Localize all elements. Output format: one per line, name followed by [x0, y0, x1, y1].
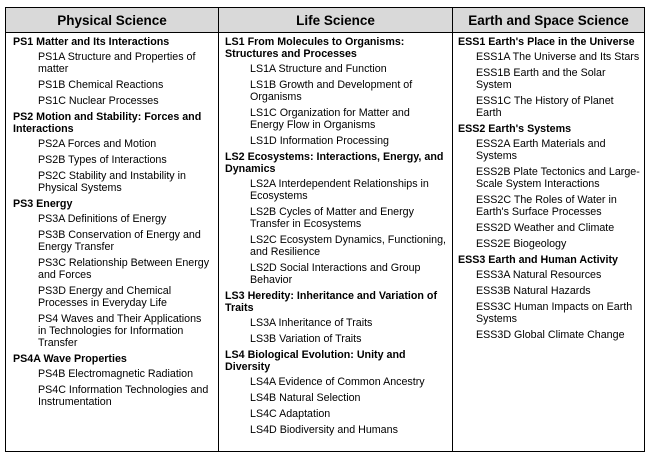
column-earth-space-science [453, 33, 644, 451]
subsection-item: ESS2A Earth Materials and Systems [476, 138, 606, 162]
subsection-item: PS4B Electromagnetic Radiation [38, 368, 194, 380]
subsection-item: LS2B Cycles of Matter and Energy Transfer in Ecosystems [250, 206, 414, 230]
subsection-item: ESS2B Plate Tectonics and Large-Scale System Interactions [476, 166, 640, 190]
section-heading: LS1 From Molecules to Organisms: Structures and Processes [225, 36, 405, 60]
subsection-item: LS2C Ecosystem Dynamics, Functioning, and Resilience [250, 234, 447, 258]
subsection-item: PS1B Chemical Reactions [38, 79, 164, 91]
section-heading: PS4A Wave Properties [13, 353, 127, 365]
subsection-item: ESS3A Natural Resources [476, 269, 602, 281]
subsection-item: PS2B Types of Interactions [38, 154, 167, 166]
subsection-item: PS3A Definitions of Energy [38, 213, 167, 225]
section-heading: PS3 Energy [13, 198, 73, 210]
section-heading: ESS1 Earth's Place in the Universe [458, 36, 635, 48]
subsection-item: LS1D Information Processing [250, 135, 390, 147]
section-heading: LS3 Heredity: Inheritance and Variation of Traits [225, 290, 438, 314]
subsection-item: PS3B Conservation of Energy and Energy Transfer [38, 229, 201, 253]
subsection-item: ESS3B Natural Hazards [476, 285, 591, 297]
subsection-item: LS3B Variation of Traits [250, 333, 362, 345]
subsection-item: PS3C Relationship Between Energy and Forces [38, 257, 210, 281]
subsection-item: ESS1C The History of Planet Earth [476, 95, 614, 119]
subsection-item: LS4C Adaptation [250, 408, 331, 420]
subsection-item: LS4B Natural Selection [250, 392, 361, 404]
subsection-item: LS4D Biodiversity and Humans [250, 424, 398, 436]
section-heading: LS2 Ecosystems: Interactions, Energy, and Dynamics [225, 151, 444, 175]
subsection-item: ESS3C Human Impacts on Earth Systems [476, 301, 633, 325]
header-earth-space-science: Earth and Space Science [468, 12, 629, 28]
subsection-item: PS2C Stability and Instability in Physical Systems [38, 170, 186, 194]
column-life-science [219, 33, 453, 451]
section-heading: ESS3 Earth and Human Activity [458, 254, 618, 266]
header-physical-science: Physical Science [6, 8, 219, 32]
subsection-item: ESS1B Earth and the Solar System [476, 67, 606, 91]
section-heading: ESS2 Earth's Systems [458, 123, 572, 135]
subsection-item: PS1A Structure and Properties of matter [38, 51, 196, 75]
subsection-item: LS2A Interdependent Relationships in Ecosystems [250, 178, 429, 202]
table-header-row [6, 8, 644, 33]
subsection-item: PS3D Energy and Chemical Processes in Everyday Life [38, 285, 172, 309]
subsection-item: ESS2D Weather and Climate [476, 222, 615, 234]
column-physical-science [6, 33, 219, 451]
subsection-item: ESS2E Biogeology [476, 238, 567, 250]
subsection-item: LS1A Structure and Function [250, 63, 387, 75]
subsection-item: ESS1A The Universe and Its Stars [476, 51, 640, 63]
science-standards-table [5, 7, 645, 452]
subsection-item: LS3A Inheritance of Traits [250, 317, 373, 329]
subsection-item: PS4C Information Technologies and Instrumentation [38, 384, 209, 408]
subsection-item: PS2A Forces and Motion [38, 138, 157, 150]
section-heading: LS4 Biological Evolution: Unity and Diversity [225, 349, 406, 373]
subsection-item: LS1B Growth and Development of Organisms [250, 79, 413, 103]
subsection-item: ESS2C The Roles of Water in Earth's Surface Processes [476, 194, 617, 218]
subsection-item: LS4A Evidence of Common Ancestry [250, 376, 425, 388]
section-heading: PS1 Matter and Its Interactions [13, 36, 170, 48]
subsection-item: LS1C Organization for Matter and Energy Flow in Organisms [250, 107, 410, 131]
subsection-item: LS2D Social Interactions and Group Behavior [250, 262, 421, 286]
section-heading: PS2 Motion and Stability: Forces and Interactions [13, 111, 202, 135]
subsection-item: PS4 Waves and Their Applications in Technologies for Information Transfer [38, 313, 202, 349]
table-body-row [6, 33, 644, 451]
header-life-science: Life Science [219, 8, 453, 32]
subsection-item: PS1C Nuclear Processes [38, 95, 159, 107]
subsection-item: ESS3D Global Climate Change [476, 329, 625, 341]
